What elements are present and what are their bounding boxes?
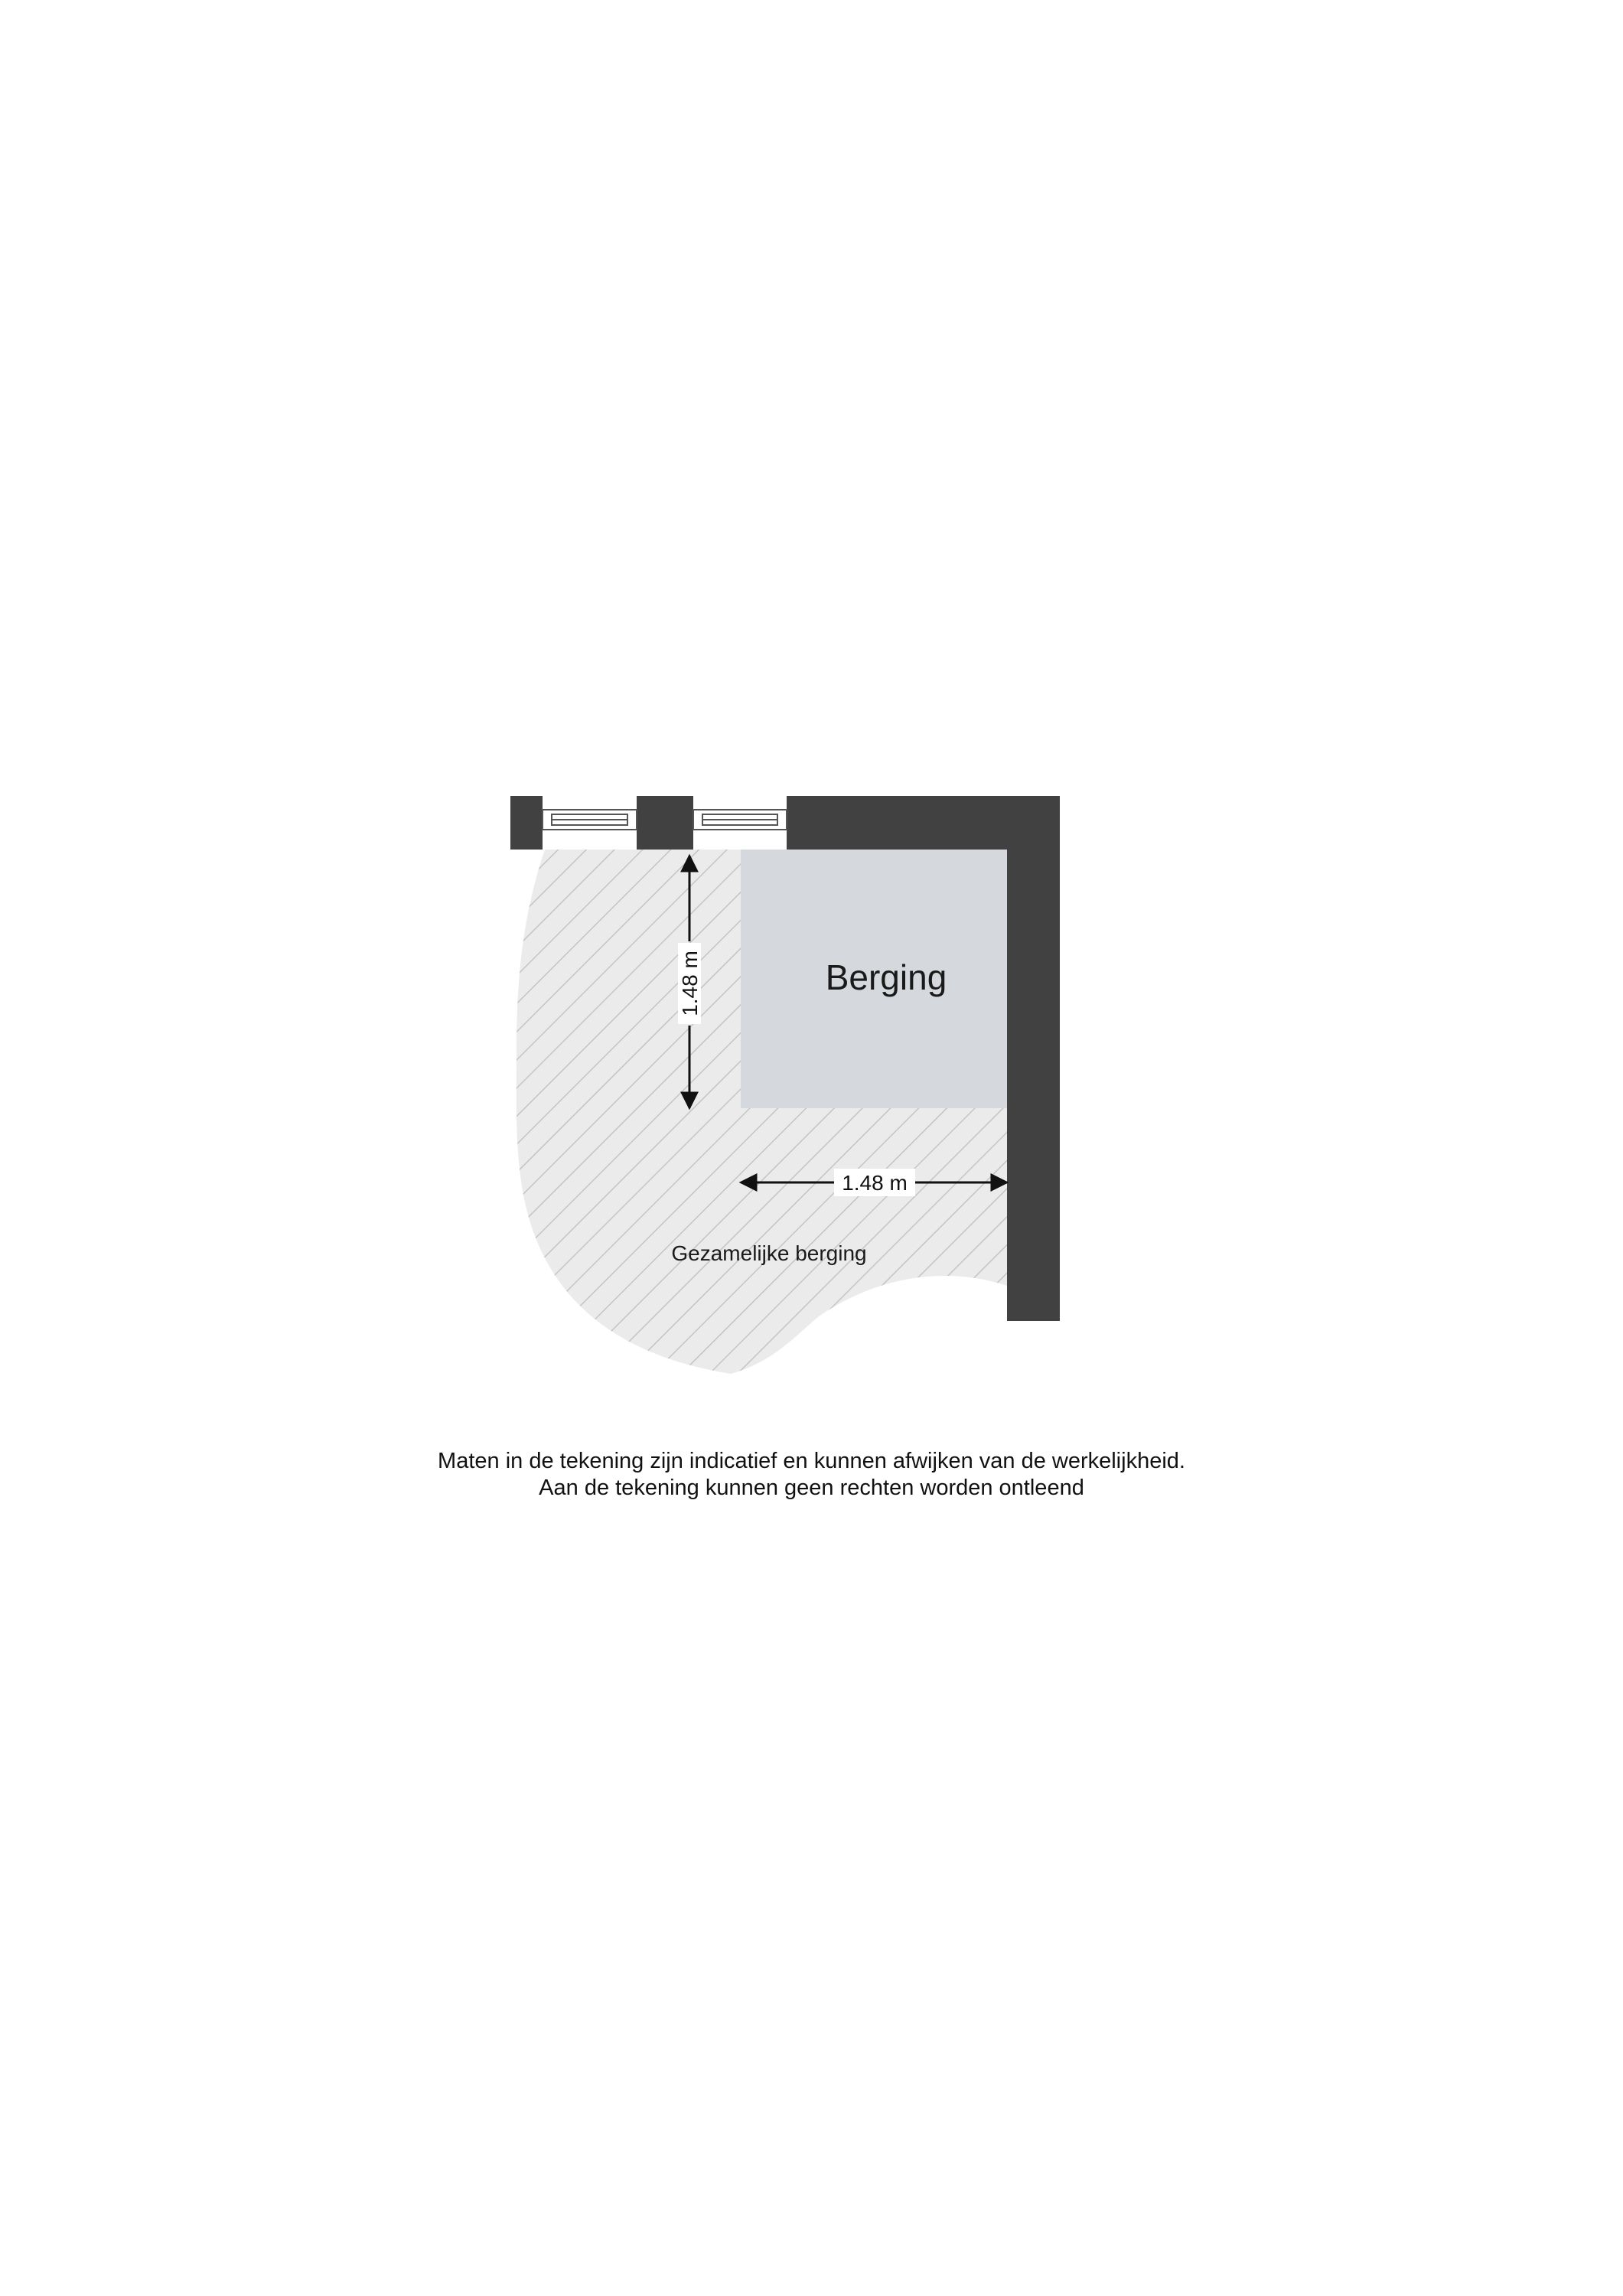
room-label-shared-storage: Gezamelijke berging [671,1241,867,1265]
disclaimer [0,1448,1623,1502]
room-label-storage: Berging [825,957,947,997]
window-left [543,810,637,830]
disclaimer-line-1: Maten in de tekening zijn indicatief en kunnen afwijken van de werkelijkheid. [438,1449,1185,1473]
wall-segment-middle [637,796,693,850]
disclaimer-line-2: Aan de tekening kunnen geen rechten worden ontleend [539,1476,1084,1500]
window-right [693,810,787,830]
dimension-vertical-label: 1.48 m [678,951,702,1016]
wall-segment-left [510,796,543,850]
dimension-horizontal-label: 1.48 m [842,1171,908,1195]
